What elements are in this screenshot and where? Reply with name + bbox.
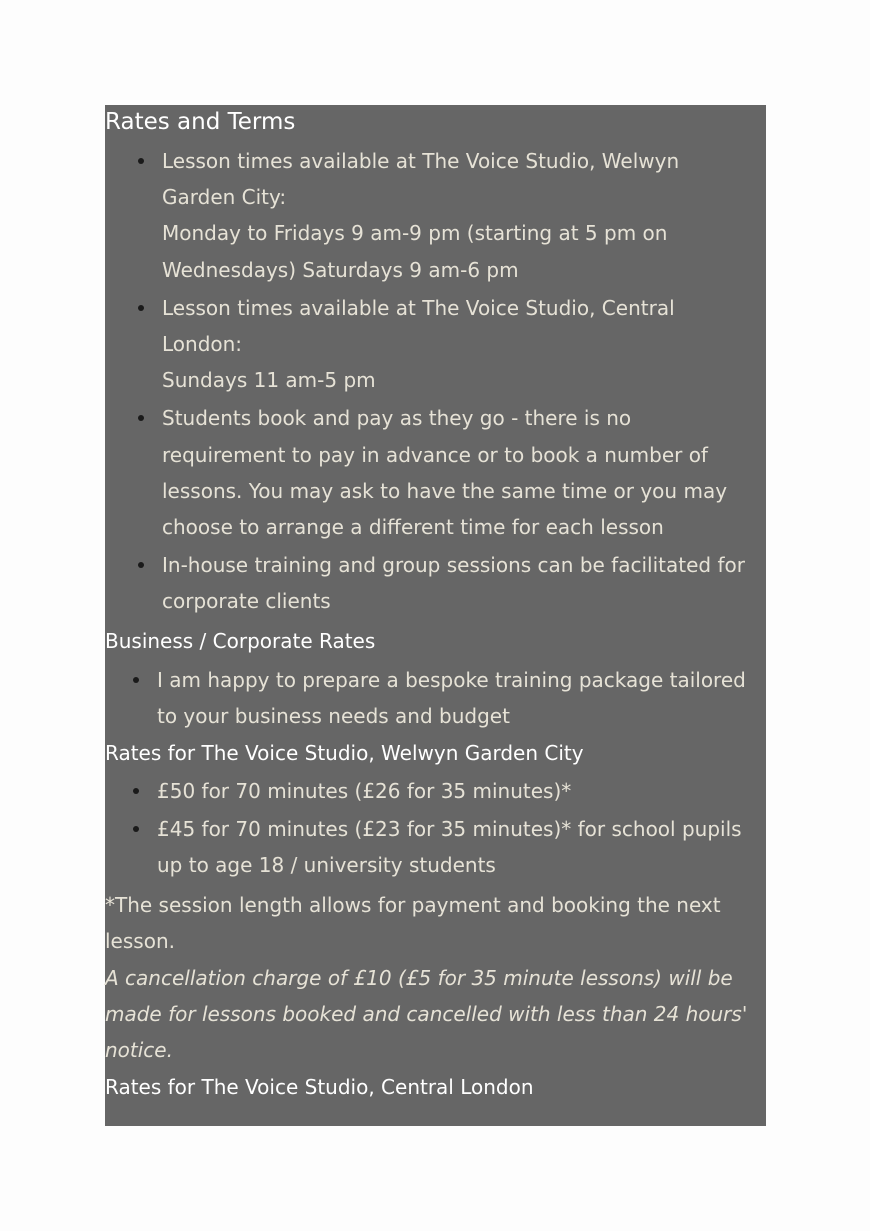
cancellation-note: [105, 960, 766, 1069]
bullet-icon: [133, 826, 139, 832]
bullet-icon: [138, 158, 144, 164]
bullet-icon: [138, 562, 144, 568]
cancellation-note-line: notice.: [105, 1038, 173, 1063]
list-item-line: to your business needs and budget: [157, 704, 510, 729]
list-item-line: lessons. You may ask to have the same time or you may: [162, 478, 728, 503]
list-item-line: requirement to pay in advance or to book a number of: [162, 442, 708, 467]
session-note-line: lesson.: [105, 929, 175, 954]
business-rates-heading: Business / Corporate Rates: [105, 629, 376, 653]
list-item: [105, 290, 766, 399]
central-london-rates-heading: Rates for The Voice Studio, Central London: [105, 1075, 534, 1099]
bullet-icon: [138, 415, 144, 421]
list-item-line: choose to arrange a different time for each lesson: [162, 515, 664, 540]
list-item-line: £50 for 70 minutes (£26 for 35 minutes)*: [157, 779, 572, 803]
list-item-line: In-house training and group sessions can be facilitated for: [162, 553, 745, 578]
session-note: [105, 887, 766, 959]
list-item-line: Lesson times available at The Voice Studio, Central: [162, 295, 675, 320]
session-note-line: *The session length allows for payment and booking the next: [105, 893, 721, 917]
business-rates-list: [105, 662, 766, 734]
list-item-line: Sundays 11 am-5 pm: [162, 368, 376, 393]
bullet-icon: [133, 788, 139, 794]
list-item-line: Students book and pay as they go - there is no: [162, 406, 632, 431]
list-item: [105, 400, 766, 545]
rates-terms-heading: Rates and Terms: [105, 109, 296, 135]
rates-terms-list: [105, 143, 766, 620]
list-item-line: up to age 18 / university students: [157, 853, 496, 878]
bullet-icon: [138, 305, 144, 311]
list-item-line: London:: [162, 332, 243, 357]
list-item-line: Monday to Fridays 9 am-9 pm (starting at 5 pm on: [162, 221, 668, 246]
list-item: [105, 547, 766, 619]
welwyn-rates-heading: Rates for The Voice Studio, Welwyn Garden City: [105, 741, 584, 765]
list-item-line: Lesson times available at The Voice Studio, Welwyn: [162, 149, 680, 173]
cancellation-note-line: A cancellation charge of £10 (£5 for 35 minute lessons) will be: [105, 966, 733, 990]
list-item-line: corporate clients: [162, 589, 331, 614]
list-item: [105, 773, 766, 809]
welwyn-rates-list: [105, 773, 766, 884]
list-item: [105, 811, 766, 883]
list-item-line: I am happy to prepare a bespoke training package tailored: [157, 668, 746, 692]
cancellation-note-line: made for lessons booked and cancelled with less than 24 hours': [105, 1002, 748, 1027]
list-item-line: Garden City:: [162, 185, 287, 210]
list-item: [105, 143, 766, 288]
list-item: [105, 662, 766, 734]
list-item-line: £45 for 70 minutes (£23 for 35 minutes)* for school pupils: [157, 817, 742, 842]
content-panel: [105, 105, 766, 1126]
list-item-line: Wednesdays) Saturdays 9 am-6 pm: [162, 257, 519, 282]
bullet-icon: [133, 677, 139, 683]
